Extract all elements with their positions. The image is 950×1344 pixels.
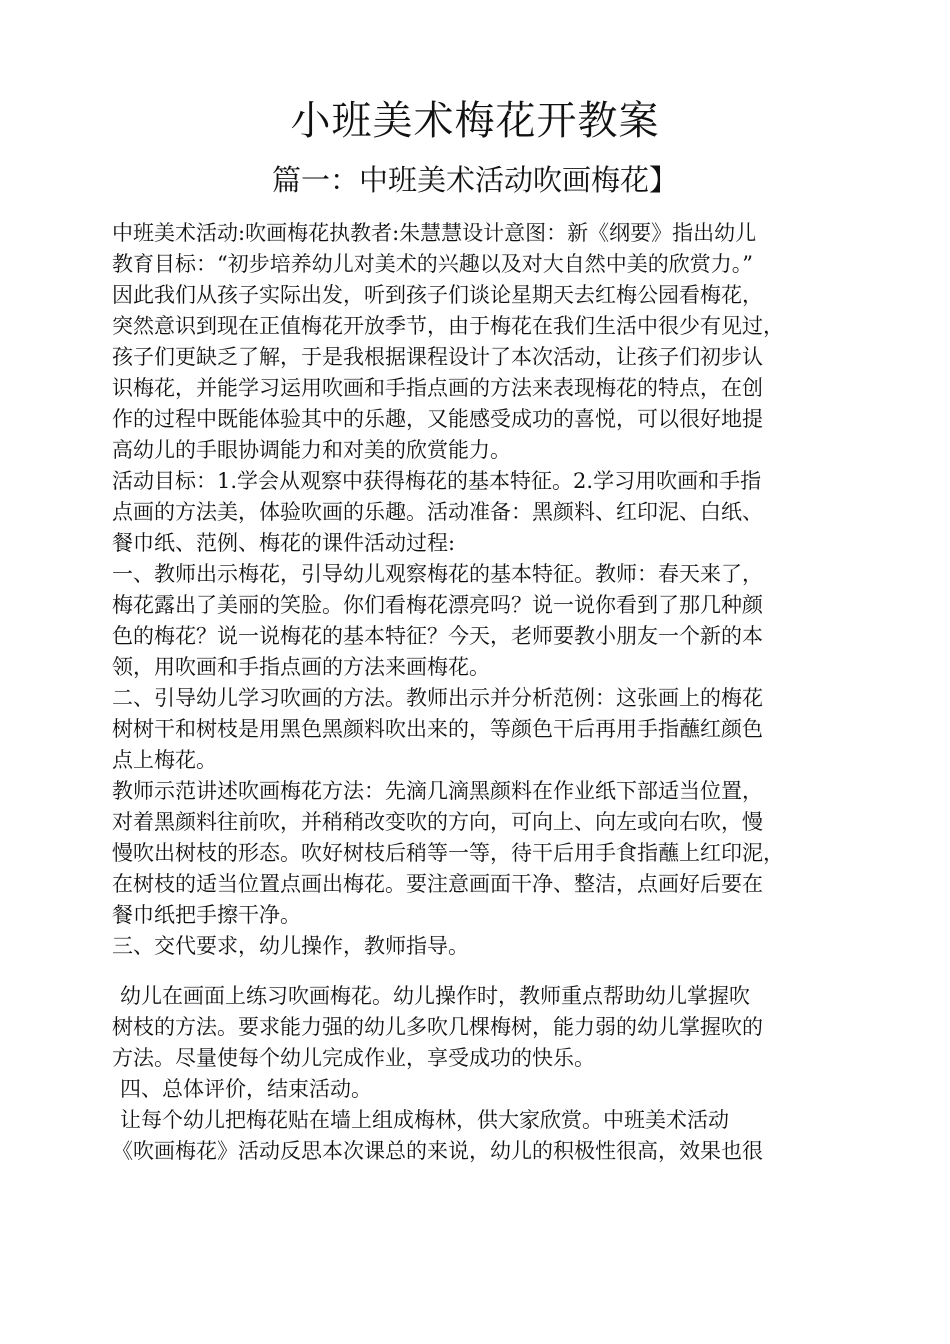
body-line: 《吹画梅花》活动反思本次课总的来说，幼儿的积极性很高，效果也很 bbox=[112, 1139, 763, 1163]
body-line: 识梅花，并能学习运用吹画和手指点画的方法来表现梅花的特点，在创 bbox=[112, 376, 763, 400]
body-line: 在树枝的适当位置点画出梅花。要注意画面干净、整洁，点画好后要在 bbox=[112, 872, 763, 896]
paragraph-gap bbox=[112, 962, 852, 981]
body-line: 四、总体评价，结束活动。 bbox=[120, 1077, 372, 1101]
document-body bbox=[112, 218, 852, 1167]
body-line: 让每个幼儿把梅花贴在墙上组成梅林，供大家欣赏。中班美术活动 bbox=[120, 1108, 729, 1132]
body-line: 方法。尽量使每个幼儿完成作业，享受成功的快乐。 bbox=[112, 1046, 595, 1070]
body-line: 幼儿在画面上练习吹画梅花。幼儿操作时，教师重点帮助幼儿掌握吹 bbox=[120, 984, 750, 1008]
body-line: 树枝的方法。要求能力强的幼儿多吹几棵梅树，能力弱的幼儿掌握吹的 bbox=[112, 1015, 763, 1039]
body-line: 一、教师出示梅花，引导幼儿观察梅花的基本特征。教师：春天来了， bbox=[112, 562, 763, 586]
body-line: 树树干和树枝是用黑色黑颜料吹出来的，等颜色干后再用手指蘸红颜色 bbox=[112, 717, 763, 741]
body-line: 餐巾纸、范例、梅花的课件活动过程: bbox=[112, 531, 456, 555]
body-line: 慢吹出树枝的形态。吹好树枝后稍等一等，待干后用手食指蘸上红印泥， bbox=[112, 841, 784, 865]
document-subtitle: 篇一：中班美术活动吹画梅花】 bbox=[271, 163, 678, 197]
document-title: 小班美术梅花开教案 bbox=[290, 98, 660, 144]
body-line: 三、交代要求，幼儿操作，教师指导。 bbox=[112, 934, 469, 958]
body-line: 领，用吹画和手指点画的方法来画梅花。 bbox=[112, 655, 490, 679]
body-line: 色的梅花？说一说梅花的基本特征？今天，老师要教小朋友一个新的本 bbox=[112, 624, 763, 648]
body-line: 高幼儿的手眼协调能力和对美的欣赏能力。 bbox=[112, 438, 511, 462]
body-line: 作的过程中既能体验其中的乐趣，又能感受成功的喜悦，可以很好地提 bbox=[112, 407, 763, 431]
body-line: 突然意识到现在正值梅花开放季节，由于梅花在我们生活中很少有见过， bbox=[112, 314, 784, 338]
body-line: 对着黑颜料往前吹，并稍稍改变吹的方向，可向上、向左或向右吹，慢 bbox=[112, 810, 763, 834]
body-line: 教育目标：“初步培养幼儿对美术的兴趣以及对大自然中美的欣赏力。” bbox=[112, 252, 753, 276]
body-line: 孩子们更缺乏了解，于是我根据课程设计了本次活动，让孩子们初步认 bbox=[112, 345, 763, 369]
body-line: 因此我们从孩子实际出发，听到孩子们谈论星期天去红梅公园看梅花， bbox=[112, 283, 763, 307]
body-line: 点画的方法美，体验吹画的乐趣。活动准备：黑颜料、红印泥、白纸、 bbox=[112, 500, 763, 524]
body-line: 教师示范讲述吹画梅花方法：先滴几滴黑颜料在作业纸下部适当位置， bbox=[112, 779, 763, 803]
body-line: 中班美术活动:吹画梅花执教者:朱慧慧设计意图：新《纲要》指出幼儿 bbox=[112, 221, 757, 245]
body-line: 活动目标：1.学会从观察中获得梅花的基本特征。2.学习用吹画和手指 bbox=[112, 469, 762, 493]
body-line: 梅花露出了美丽的笑脸。你们看梅花漂亮吗？说一说你看到了那几种颜 bbox=[112, 593, 763, 617]
body-line: 餐巾纸把手擦干净。 bbox=[112, 903, 301, 927]
body-line: 点上梅花。 bbox=[112, 748, 217, 772]
body-line: 二、引导幼儿学习吹画的方法。教师出示并分析范例：这张画上的梅花 bbox=[112, 686, 763, 710]
